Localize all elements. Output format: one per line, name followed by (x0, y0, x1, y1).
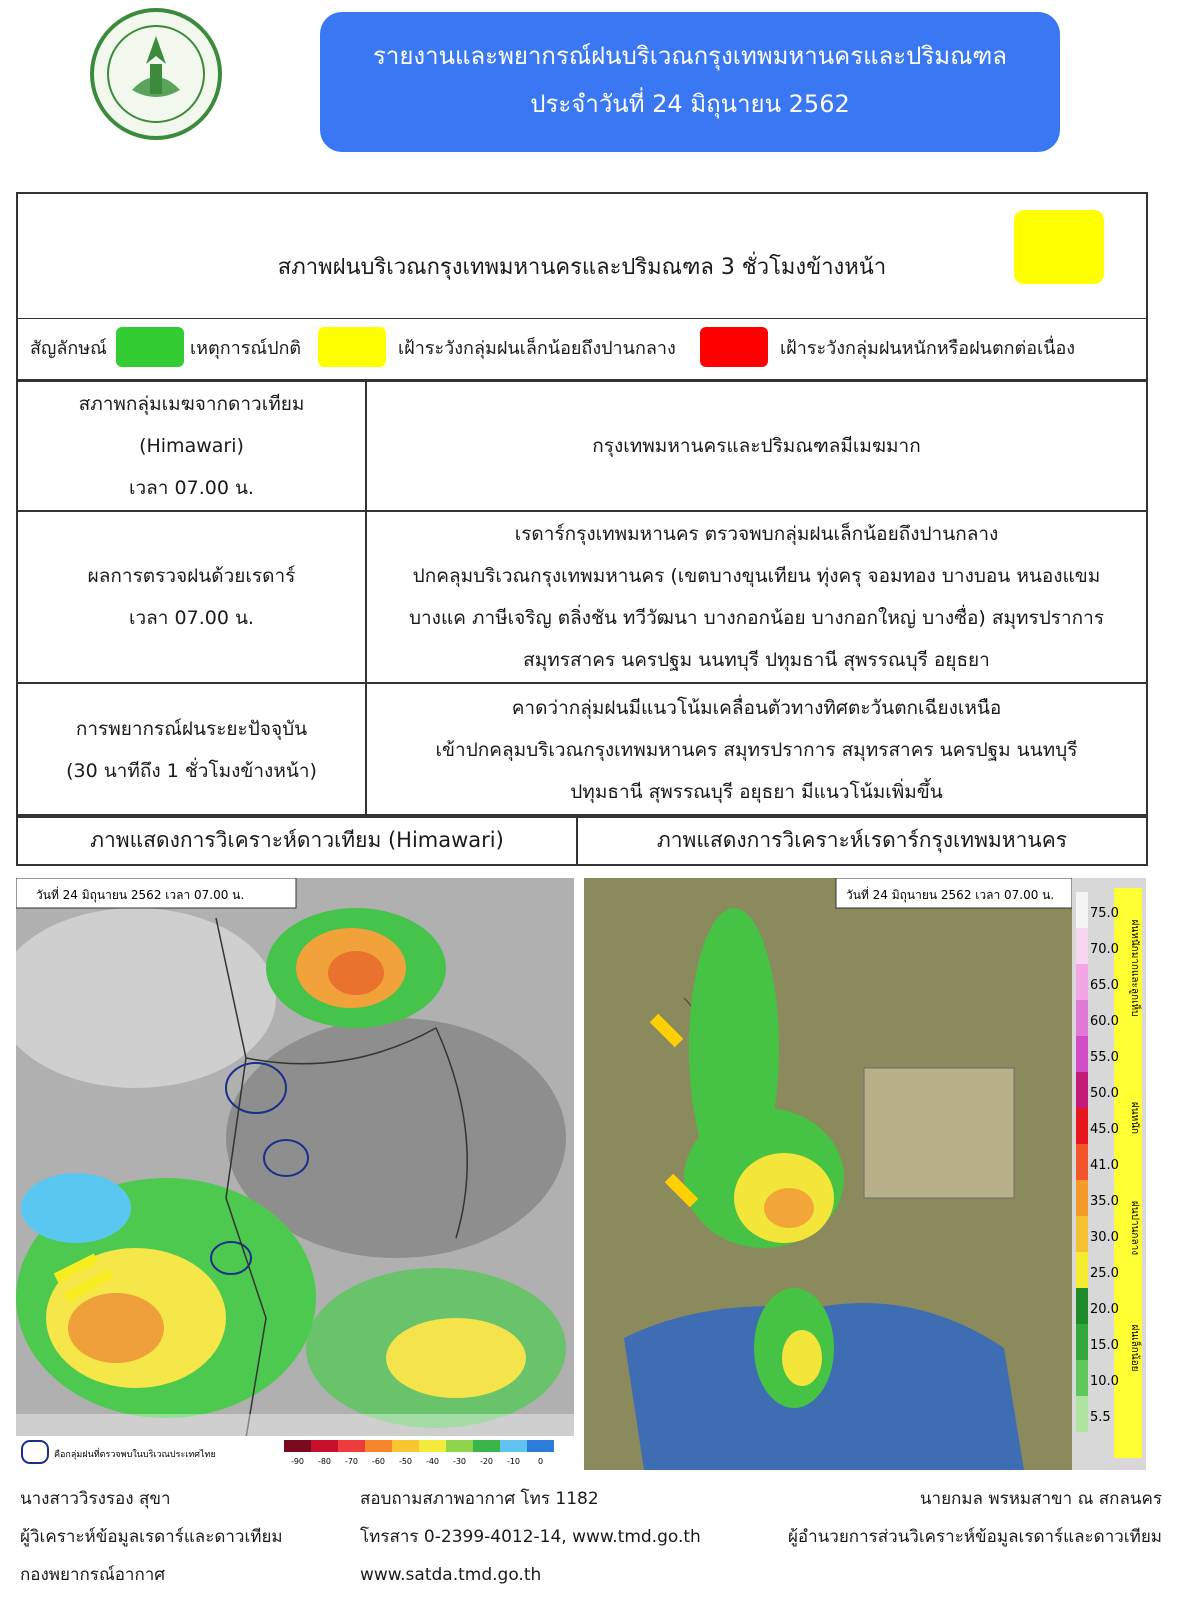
radar-scale-label: 60.0 (1090, 1014, 1119, 1030)
radar-scale-category: ฝนปานกลาง (1129, 1200, 1140, 1256)
legend-text-watch-heavy: เฝ้าระวังกลุ่มฝนหนักหรือฝนตกต่อเนื่อง (780, 338, 1076, 359)
label-line: เวลา 07.00 น. (129, 607, 254, 629)
radar-scale-label: 50.0 (1090, 1086, 1119, 1102)
radar-scale-swatch (1076, 1072, 1088, 1108)
legend (18, 319, 1146, 379)
satellite-scale-label: -60 (371, 1457, 386, 1466)
radar-timestamp: วันที่ 24 มิถุนายน 2562 เวลา 07.00 น. (846, 888, 1055, 902)
label-line: สภาพกลุ่มเมฆจากดาวเทียม (78, 393, 305, 415)
radar-scale-swatch (1076, 1288, 1088, 1324)
satellite-scale-swatch (284, 1440, 311, 1452)
row-value-radar (366, 511, 1147, 683)
radar-scale-label: 75.0 (1090, 906, 1119, 922)
radar-scale-label: 5.5 (1090, 1410, 1111, 1426)
radar-scale-category: ฝนหนักมากและลูกเห็บ (1129, 919, 1140, 1017)
radar-scale-label: 65.0 (1090, 978, 1119, 994)
radar-scale-label: 25.0 (1090, 1266, 1119, 1282)
satellite-scale-label: -70 (344, 1457, 359, 1466)
status-title: สภาพฝนบริเวณกรุงเทพมหานครและปริมณฑล 3 ชั่วโมงข้างหน้า (277, 255, 887, 280)
value-line: เรดาร์กรุงเทพมหานคร ตรวจพบกลุ่มฝนเล็กน้อยถึงปานกลาง (514, 523, 999, 545)
report-title-banner (320, 12, 1060, 152)
satellite-scale-swatch (473, 1440, 500, 1452)
radar-scale-swatch (1076, 1000, 1088, 1036)
satellite-scale-label: -30 (452, 1457, 467, 1466)
satellite-scale-swatch (446, 1440, 473, 1452)
label-line: เวลา 07.00 น. (129, 477, 254, 499)
report-date: ประจำวันที่ 24 มิถุนายน 2562 (530, 90, 850, 118)
radar-scale-swatch (1076, 1216, 1088, 1252)
radar-scale-label: 35.0 (1090, 1194, 1119, 1210)
footer-left (20, 1480, 283, 1594)
radar-scale-label: 30.0 (1090, 1230, 1119, 1246)
radar-scale-swatch (1076, 1144, 1088, 1180)
analyst-title: ผู้วิเคราะห์ข้อมูลเรดาร์และดาวเทียม (20, 1527, 283, 1547)
footer-center (360, 1480, 701, 1594)
value-line: คาดว่ากลุ่มฝนมีแนวโน้มเคลื่อนตัวทางทิศตะวันตกเฉียงเหนือ (511, 697, 1002, 719)
satellite-scale-label: -80 (317, 1457, 332, 1466)
satda-website[interactable]: www.satda.tmd.go.th (360, 1565, 542, 1585)
satellite-footnote: คือกลุ่มฝนที่ตรวจพบในบริเวณประเทศไทย (54, 1450, 216, 1460)
table-row (17, 381, 1147, 511)
label-line: การพยากรณ์ฝนระยะปัจจุบัน (75, 718, 308, 740)
analyst-name: นางสาววิรงรอง สุขา (20, 1489, 171, 1509)
radar-scale-label: 41.0 (1090, 1158, 1119, 1174)
radar-scale-category: ฝนหนัก (1129, 1101, 1140, 1135)
row-label-radar (17, 511, 366, 683)
value-line: สมุทรสาคร นครปฐม นนทบุรี ปทุมธานี สุพรรณบุรี อยุธยา (523, 649, 990, 671)
analysis-images (16, 878, 1146, 1470)
satellite-scale-label: 0 (537, 1457, 544, 1466)
tmd-seal-logo (86, 4, 226, 144)
satellite-scale-swatch (338, 1440, 365, 1452)
satellite-scale-swatch (500, 1440, 527, 1452)
value-line: กรุงเทพมหานครและปริมณฑลมีเมฆมาก (592, 435, 921, 457)
radar-scale-swatch (1076, 964, 1088, 1000)
label-line: (Himawari) (139, 435, 244, 457)
director-name: นายกมล พรหมสาขา ณ สกลนคร (919, 1489, 1162, 1509)
radar-scale-swatch (1076, 928, 1088, 964)
radar-scale-swatch (1076, 1180, 1088, 1216)
satellite-scale-swatch (527, 1440, 554, 1452)
satellite-scale-swatch (392, 1440, 419, 1452)
value-line: เข้าปกคลุมบริเวณกรุงเทพมหานคร สมุทรปราการ สมุทรสาคร นครปฐม นนทบุรี (435, 739, 1078, 761)
row-label-forecast (17, 683, 366, 817)
hotline: สอบถามสภาพอากาศ โทร 1182 (360, 1489, 599, 1509)
radar-scale-label: 70.0 (1090, 942, 1119, 958)
value-line: บางแค ภาษีเจริญ ตลิ่งชัน ทวีวัฒนา บางกอกน้อย บางกอกใหญ่ บางซื่อ) สมุทรปราการ (408, 607, 1105, 629)
radar-scale-swatch (1076, 1324, 1088, 1360)
value-line: ปกคลุมบริเวณกรุงเทพมหานคร (เขตบางขุนเทียน ทุ่งครุ จอมทอง บางบอน หนองแขม (412, 565, 1101, 587)
table-row (17, 511, 1147, 683)
radar-color-scale (1072, 878, 1146, 1470)
radar-image (584, 878, 1146, 1470)
satellite-scale-label: -10 (506, 1457, 521, 1466)
row-value-satellite (366, 381, 1147, 511)
footer-right (788, 1480, 1162, 1556)
table-row (17, 683, 1147, 817)
satellite-image (16, 878, 574, 1470)
legend-swatch-green (116, 327, 184, 367)
radar-scale-swatch (1076, 1360, 1088, 1396)
satellite-scale-label: -50 (398, 1457, 413, 1466)
satellite-scale-swatch (419, 1440, 446, 1452)
row-label-satellite (17, 381, 366, 511)
row-value-forecast (366, 683, 1147, 817)
director-title: ผู้อำนวยการส่วนวิเคราะห์ข้อมูลเรดาร์และดาวเทียม (787, 1527, 1162, 1547)
satellite-image-header: ภาพแสดงการวิเคราะห์ดาวเทียม (Himawari) (17, 815, 577, 865)
radar-scale-swatch (1076, 1252, 1088, 1288)
satellite-scale-swatch (311, 1440, 338, 1452)
radar-scale-label: 15.0 (1090, 1338, 1119, 1354)
radar-scale-swatch (1076, 1108, 1088, 1144)
legend-swatch-yellow (318, 327, 386, 367)
fax-website[interactable]: โทรสาร 0-2399-4012-14, www.tmd.go.th (360, 1527, 701, 1547)
satellite-timestamp: วันที่ 24 มิถุนายน 2562 เวลา 07.00 น. (36, 888, 245, 902)
report-title: รายงานและพยากรณ์ฝนบริเวณกรุงเทพมหานครและปริมณฑล (372, 42, 1008, 70)
radar-scale-category: ฝนเล็กน้อย (1129, 1324, 1140, 1372)
legend-swatch-red (700, 327, 768, 367)
report-table (16, 380, 1148, 818)
radar-scale-label: 45.0 (1090, 1122, 1119, 1138)
radar-scale-swatch (1076, 892, 1088, 928)
image-header-table (16, 814, 1148, 866)
status-indicator (1014, 210, 1104, 284)
satellite-scale-label: -40 (425, 1457, 440, 1466)
rain-status-panel (16, 192, 1148, 381)
satellite-scale-swatch (365, 1440, 392, 1452)
legend-label: สัญลักษณ์ (30, 338, 107, 359)
radar-scale-swatch (1076, 1036, 1088, 1072)
label-line: ผลการตรวจฝนด้วยเรดาร์ (87, 565, 296, 587)
radar-scale-label: 55.0 (1090, 1050, 1119, 1066)
satellite-scale-label: -90 (290, 1457, 305, 1466)
department-name: กองพยากรณ์อากาศ (20, 1565, 166, 1585)
legend-text-normal: เหตุการณ์ปกติ (190, 338, 302, 359)
radar-scale-swatch (1076, 1396, 1088, 1432)
satellite-scale-label: -20 (479, 1457, 494, 1466)
label-line: (30 นาทีถึง 1 ชั่วโมงข้างหน้า) (66, 760, 317, 782)
status-title-row (18, 194, 1146, 319)
legend-text-watch-light: เฝ้าระวังกลุ่มฝนเล็กน้อยถึงปานกลาง (398, 338, 676, 359)
value-line: ปทุมธานี สุพรรณบุรี อยุธยา มีแนวโน้มเพิ่มขึ้น (570, 781, 943, 803)
radar-image-header: ภาพแสดงการวิเคราะห์เรดาร์กรุงเทพมหานคร (577, 815, 1147, 865)
radar-scale-label: 20.0 (1090, 1302, 1119, 1318)
radar-scale-label: 10.0 (1090, 1374, 1119, 1390)
